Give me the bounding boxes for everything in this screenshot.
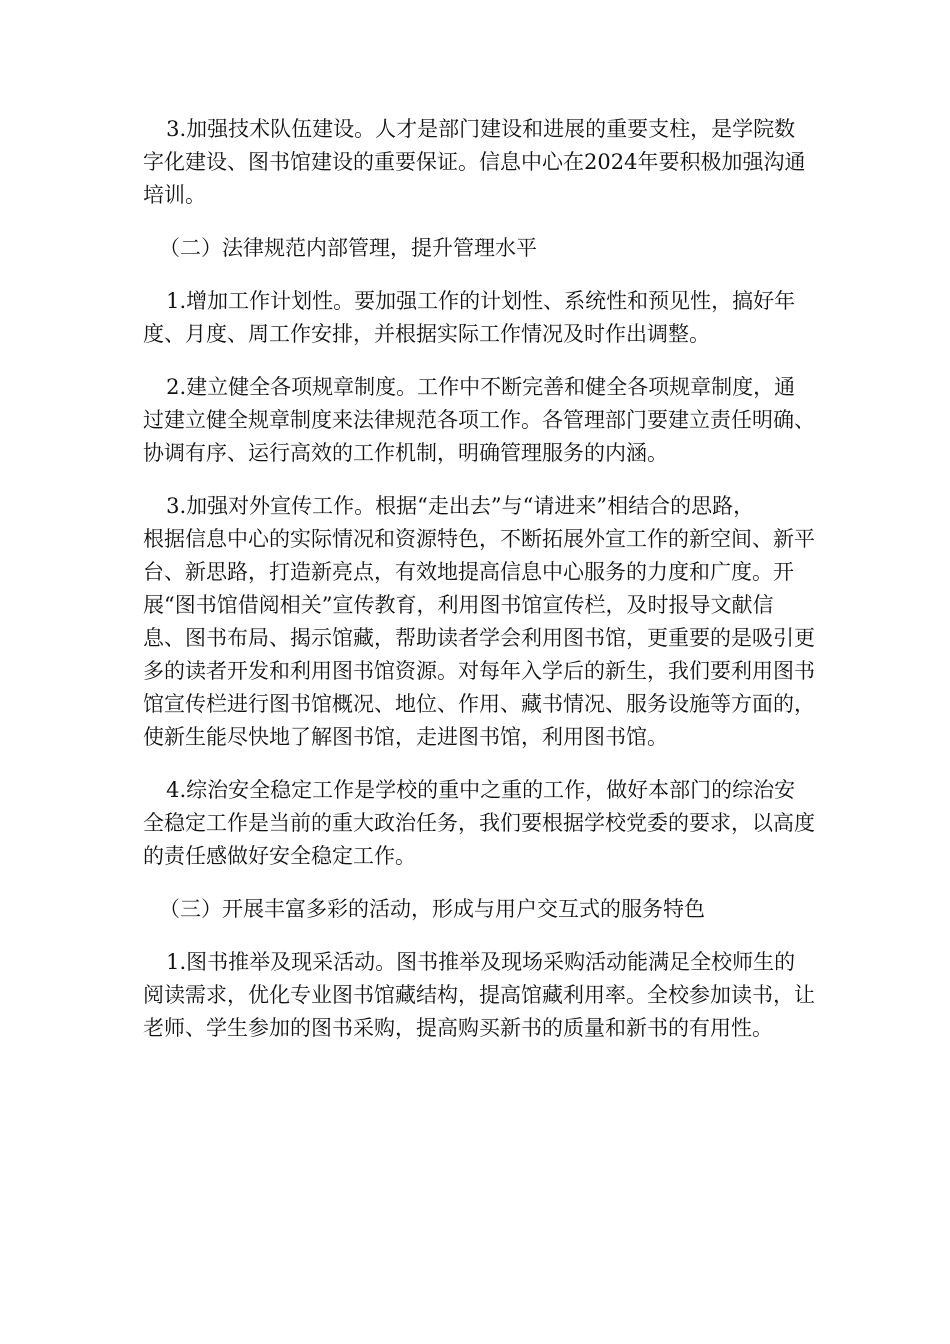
text-line: 4.综治安全稳定工作是学校的重中之重的工作，做好本部门的综治安 [166,778,796,802]
document-body [143,113,833,1045]
section-heading-3 [143,893,833,926]
text-line: 3.加强对外宣传工作。根据“走出去”与“请进来”相结合的思路， [166,494,755,518]
paragraph-tech-team [143,113,833,212]
text-line: 使新生能尽快地了解图书馆，走进图书馆，利用图书馆。 [143,725,668,749]
text-line: 协调有序、运行高效的工作机制，明确管理服务的内涵。 [143,441,668,465]
text-line: 2.建立健全各项规章制度。工作中不断完善和健全各项规章制度，通 [166,375,796,399]
text-line: 1.图书推举及现采活动。图书推举及现场采购活动能满足全校师生的 [166,950,796,974]
text-line: 馆宣传栏进行图书馆概况、地位、作用、藏书情况、服务设施等方面的， [143,692,815,716]
text-line: 老师、学生参加的图书采购，提高购买新书的质量和新书的有用性。 [143,1016,773,1040]
paragraph-publicity [143,490,833,754]
text-line: 1.增加工作计划性。要加强工作的计划性、系统性和预见性，搞好年 [166,289,796,313]
section-heading-2 [143,232,833,265]
text-line: 根据信息中心的实际情况和资源特色，不断拓展外宣工作的新空间、新平 [143,527,815,551]
paragraph-book-recommend [143,946,833,1045]
text-line: 多的读者开发和利用图书馆资源。对每年入学后的新生，我们要利用图书 [143,659,815,683]
text-line: 度、月度、周工作安排，并根据实际工作情况及时作出调整。 [143,322,710,346]
text-line: 字化建设、图书馆建设的重要保证。信息中心在2024年要积极加强沟通 [143,150,806,174]
heading-text: （二）法律规范内部管理，提升管理水平 [159,236,537,260]
text-line: 3.加强技术队伍建设。人才是部门建设和进展的重要支柱，是学院数 [166,117,796,141]
text-line: 台、新思路，打造新亮点，有效地提高信息中心服务的力度和广度。开 [143,560,794,584]
text-line: 全稳定工作是当前的重大政治任务，我们要根据学校党委的要求，以高度 [143,811,815,835]
paragraph-work-plan [143,285,833,351]
text-line: 过建立健全规章制度来法律规范各项工作。各管理部门要建立责任明确、 [143,408,815,432]
text-line: 阅读需求，优化专业图书馆藏结构，提高馆藏利用率。全校参加读书，让 [143,983,815,1007]
text-line: 息、图书布局、揭示馆藏，帮助读者学会利用图书馆，更重要的是吸引更 [143,626,815,650]
text-line: 培训。 [143,183,206,207]
paragraph-safety [143,774,833,873]
heading-text: （三）开展丰富多彩的活动，形成与用户交互式的服务特色 [159,897,705,921]
paragraph-regulations [143,371,833,470]
text-line: 的责任感做好安全稳定工作。 [143,844,416,868]
text-line: 展“图书馆借阅相关”宣传教育，利用图书馆宣传栏，及时报导文献信 [143,593,774,617]
